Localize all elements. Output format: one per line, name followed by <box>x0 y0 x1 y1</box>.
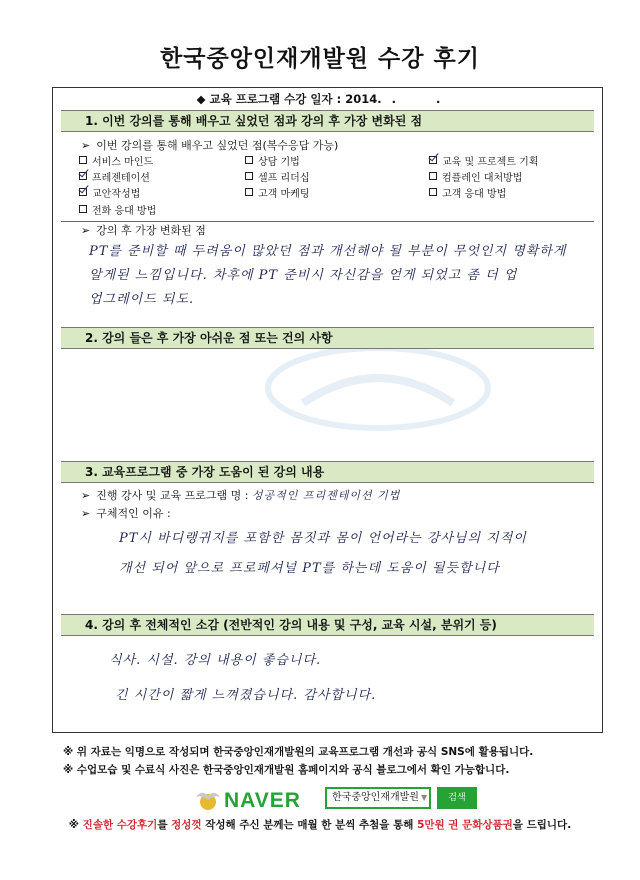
naver-search-bar <box>194 787 494 813</box>
review-form <box>52 87 603 733</box>
arrow-icon: ➢ <box>81 507 91 520</box>
checkbox-icon <box>429 188 437 196</box>
naver-wings-icon <box>194 787 222 813</box>
course-date-label: ◆ 교육 프로그램 수강 일자 : 2014. <box>196 92 382 106</box>
naver-search-input[interactable]: 한국중앙인재개발원 ▼ <box>325 787 431 809</box>
section1-handwriting-line2: 알게된 느낌입니다. 차후에 PT 준비시 자신감을 얻게 되었고 좀 더 업 <box>89 268 518 283</box>
naver-search-button[interactable]: 검색 <box>437 787 477 809</box>
dropdown-caret-icon: ▼ <box>420 793 428 802</box>
section1-sub-a-label: 이번 강의를 통해 배우고 싶었던 점(복수응답 가능) <box>96 139 339 152</box>
option-complaint-handling[interactable]: 컴플레인 대처방법 <box>429 172 522 185</box>
section3-heading: 3. 교육프로그램 중 가장 도움이 된 강의 내용 <box>61 461 594 483</box>
section1-sub-a <box>81 139 338 153</box>
section3-line1-answer: 성공적인 프리젠테이션 기법 <box>251 489 401 502</box>
checkbox-icon <box>79 156 87 164</box>
option-counseling[interactable]: 상담 기법 <box>245 156 300 169</box>
arrow-icon: ➢ <box>81 489 91 502</box>
option-education-planning[interactable]: 교육 및 프로젝트 기획 <box>429 156 538 169</box>
option-customer-marketing[interactable]: 고객 마케팅 <box>245 188 309 201</box>
section2-heading: 2. 강의 들은 후 가장 아쉬운 점 또는 건의 사항 <box>61 327 594 349</box>
section3-line1 <box>81 488 400 504</box>
footer-notice: ※ 진솔한 수강후기를 정성껏 작성해 주신 분께는 매월 한 분씩 추첨을 통해 5만원 권 문화상품권을 드립니다. <box>68 819 572 831</box>
checkbox-icon <box>429 172 437 180</box>
option-presentation[interactable]: 프레젠테이션 <box>79 172 150 185</box>
checkbox-icon <box>245 188 253 196</box>
footer-highlight-sincere: 정성껏 <box>171 819 202 831</box>
option-self-leadership[interactable]: 셀프 리더십 <box>245 172 309 185</box>
section1-sub-b <box>81 224 206 238</box>
watermark-logo <box>263 343 493 433</box>
arrow-icon: ➢ <box>81 224 91 237</box>
note-photos: ※ 수업모습 및 수료식 사진은 한국중앙인재개발원 홈페이지와 공식 블로그에서 확인 가능합니다. <box>63 764 510 776</box>
section4-heading: 4. 강의 후 전체적인 소감 (전반적인 강의 내용 및 구성, 교육 시설, 분위기 등) <box>61 614 594 636</box>
checked-checkbox-icon <box>429 156 437 164</box>
section1-divider <box>61 221 594 222</box>
section1-heading: 1. 이번 강의를 통해 배우고 싶었던 점과 강의 후 가장 변화된 점 <box>61 110 594 132</box>
note-anonymous: ※ 위 자료는 익명으로 작성되며 한국중앙인재개발원의 교육프로그램 개선과 공식 SNS에 활용됩니다. <box>63 746 534 758</box>
footer-highlight-prize: 5만원 권 문화상품권 <box>417 819 513 831</box>
section1-handwriting-line3: 업그레이드 되도. <box>89 292 195 307</box>
section1-sub-b-label: 강의 후 가장 변화된 점 <box>96 224 206 237</box>
section3-handwriting-line1: PT시 바디랭귀지를 포함한 몸짓과 몸이 언어라는 강사님의 지적이 <box>119 531 527 546</box>
section4-handwriting-line1: 식사. 시설. 강의 내용이 좋습니다. <box>109 653 322 668</box>
section1-handwriting-line1: PT를 준비할 때 두려움이 많았던 점과 개선해야 될 부분이 무엇인지 명확하게 <box>89 244 567 259</box>
section3-line2-label: 구체적인 이유 : <box>96 507 171 520</box>
option-phone-service[interactable]: 전화 응대 방법 <box>79 205 156 218</box>
option-customer-service[interactable]: 고객 응대 방법 <box>429 188 506 201</box>
checked-checkbox-icon <box>79 188 87 196</box>
page-title: 한국중앙인재개발원 수강 후기 <box>160 46 480 72</box>
checkbox-icon <box>245 172 253 180</box>
section4-handwriting-line2: 긴 시간이 짧게 느껴졌습니다. 감사합니다. <box>115 688 377 703</box>
arrow-icon: ➢ <box>81 139 91 152</box>
course-date-row <box>53 88 602 110</box>
option-lesson-plan[interactable]: 교안작성법 <box>79 188 140 201</box>
course-date-blank: . . <box>391 92 459 106</box>
option-service-mind[interactable]: 서비스 마인드 <box>79 156 153 169</box>
naver-logo: NAVER <box>224 789 301 812</box>
footer-highlight-review: 진솔한 수강후기 <box>82 819 158 831</box>
checkbox-icon <box>79 205 87 213</box>
section3-line2 <box>81 507 171 521</box>
checked-checkbox-icon <box>79 172 87 180</box>
checkbox-icon <box>245 156 253 164</box>
section3-line1-label: 진행 강사 및 교육 프로그램 명 : <box>96 489 249 502</box>
section3-handwriting-line2: 개선 되어 앞으로 프로페셔널 PT를 하는데 도움이 될듯합니다 <box>119 561 500 576</box>
